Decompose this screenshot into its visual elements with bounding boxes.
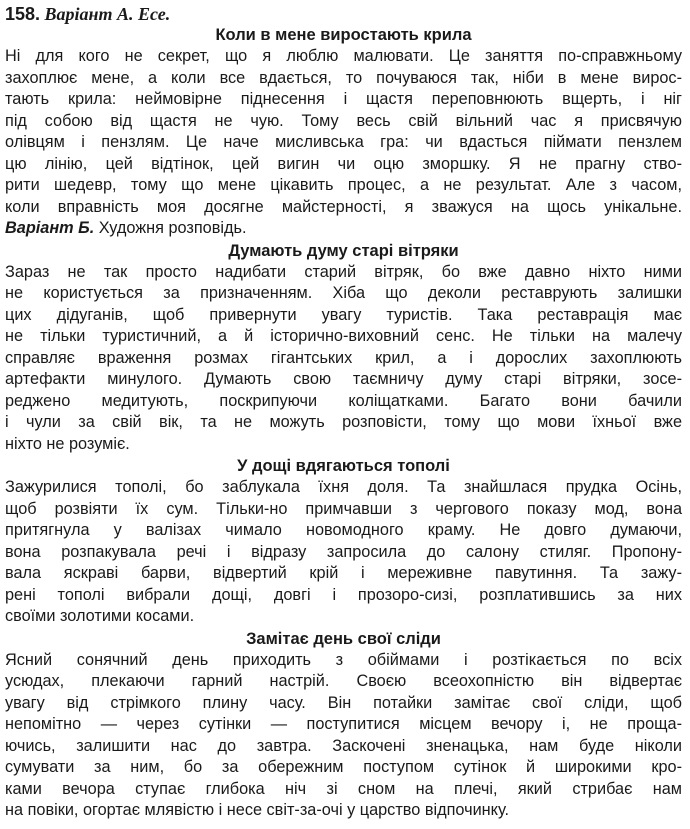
section-title: У дощі вдягаються тополі (237, 457, 450, 475)
variant-a-label: Варіант А. Есе. (44, 4, 171, 24)
text-line: сумувати за ним, бо за обережним поступом сутінок й широкими кро- (5, 758, 682, 776)
text-line: на повіки, огортає млявістю і несе світ-за-очі у царство відпочинку. (5, 801, 510, 819)
text-line: непомітно — через сутінки — поступитися місцем вечору і, не проща- (5, 715, 682, 733)
exercise-header (5, 4, 682, 24)
text-line: ніхто не розуміє. (5, 434, 130, 453)
text-line: під собою від щастя не чую. Тому весь свій вільний час я присвячую (5, 111, 682, 130)
text-line: рені тополі вибрали дощі, довгі і прозоро-сизі, розплатившись за них (5, 585, 682, 604)
variant-b-text: Художня розповідь. (94, 219, 247, 237)
text-line: справляє враження розмах гігантських крил, а і дорослих захоплюють (5, 348, 682, 367)
text-line: Ні для кого не секрет, що я люблю малювати. Це заняття по-справжньому (5, 47, 682, 65)
text-line: увагу від стрімкого плину часу. Він потайки замітає свої сліди, щоб (5, 693, 682, 712)
text-line: олівцям і пензлям. Це наче мисливська гра: чи вдасться піймати пензлем (5, 133, 682, 151)
section-paragraph (5, 477, 682, 628)
text-line: цю лінію, цей відтінок, цей вигин чи оцю зморшку. Я не прагну ство- (5, 154, 682, 173)
text-line: рити шедевр, тому що мене цікавить процес, а не результат. Але з часом, (5, 176, 682, 194)
text-line: ючись, залишити нас до завтра. Заскочені зненацька, нам буде ніколи (5, 736, 682, 755)
text-line: Ясний сонячний день приходить з обіймами і розтікається по всіх (5, 650, 682, 669)
text-line: притягнула у валізах чимало новомодного краму. Не довго думаючи, (5, 521, 682, 539)
text-line: Зажурилися тополі, бо заблукала їхня доля. Та знайшлася прудка Осінь, (5, 478, 682, 496)
text-line: реджено медитують, поскрипуючи коліщатками. Багато вони бачили (5, 391, 682, 410)
section-title: Замітає день свої сліди (246, 629, 441, 648)
text-line: усюдах, плекаючи гарний настрій. Своєю всеохопністю він відвертає (5, 672, 682, 690)
text-line: своїми золотими косами. (5, 607, 195, 625)
essay-sections (5, 24, 682, 822)
text-line: ками вечора ступає глибока ніч зі сном на плечі, який стрибає нам (5, 779, 682, 798)
text-line: цих дідуганів, щоб привернути увагу туристів. Така реставрація має (5, 305, 682, 324)
text-line: тають крила: неймовірне піднесення і щастя переповнюють вщерть, і нiг (5, 90, 682, 108)
variant-b-label: Варіант Б. (5, 219, 95, 237)
text-line: коли вправність моя досягне майстерності, я зважуся на щось унікальне. (5, 197, 682, 216)
exercise-number: 158. (5, 4, 41, 24)
text-line: і чули за свій вік, та не можуть розповісти, тому що мови їхньої вже (5, 413, 682, 431)
text-line: захоплює мене, а коли все вдається, то почуваюся так, ніби в мене вирос- (5, 68, 682, 87)
section-title: Думають думу старі вітряки (228, 241, 459, 260)
text-line: вона розпакувала речі і відразу запросила до салону стиляг. Пропону- (5, 542, 682, 561)
text-line: вала яскраві барви, відвертий крій і мереживне павутиння. Та зажу- (5, 564, 682, 582)
text-line: артефакти минулого. Думають свою таємничу думу старі вітряки, зосе- (5, 370, 682, 388)
section-paragraph (5, 262, 682, 456)
variant-b-line (5, 218, 682, 240)
text-line: не користується за призначенням. Хіба що деколи реставрують залишки (5, 284, 682, 302)
section-title: Коли в мене виростають крила (215, 26, 472, 44)
text-line: не тільки туристичний, а й історично-виховний сенс. Не тільки на малечу (5, 327, 682, 345)
section-paragraph (5, 650, 682, 822)
text-line: Зараз не так просто надибати старий вітряк, бо вже давно ніхто ними (5, 262, 682, 281)
text-line: щоб розвіяти їх сум. Тільки-но примчавши з чергового показу мод, вона (5, 499, 682, 518)
section-paragraph (5, 46, 682, 240)
